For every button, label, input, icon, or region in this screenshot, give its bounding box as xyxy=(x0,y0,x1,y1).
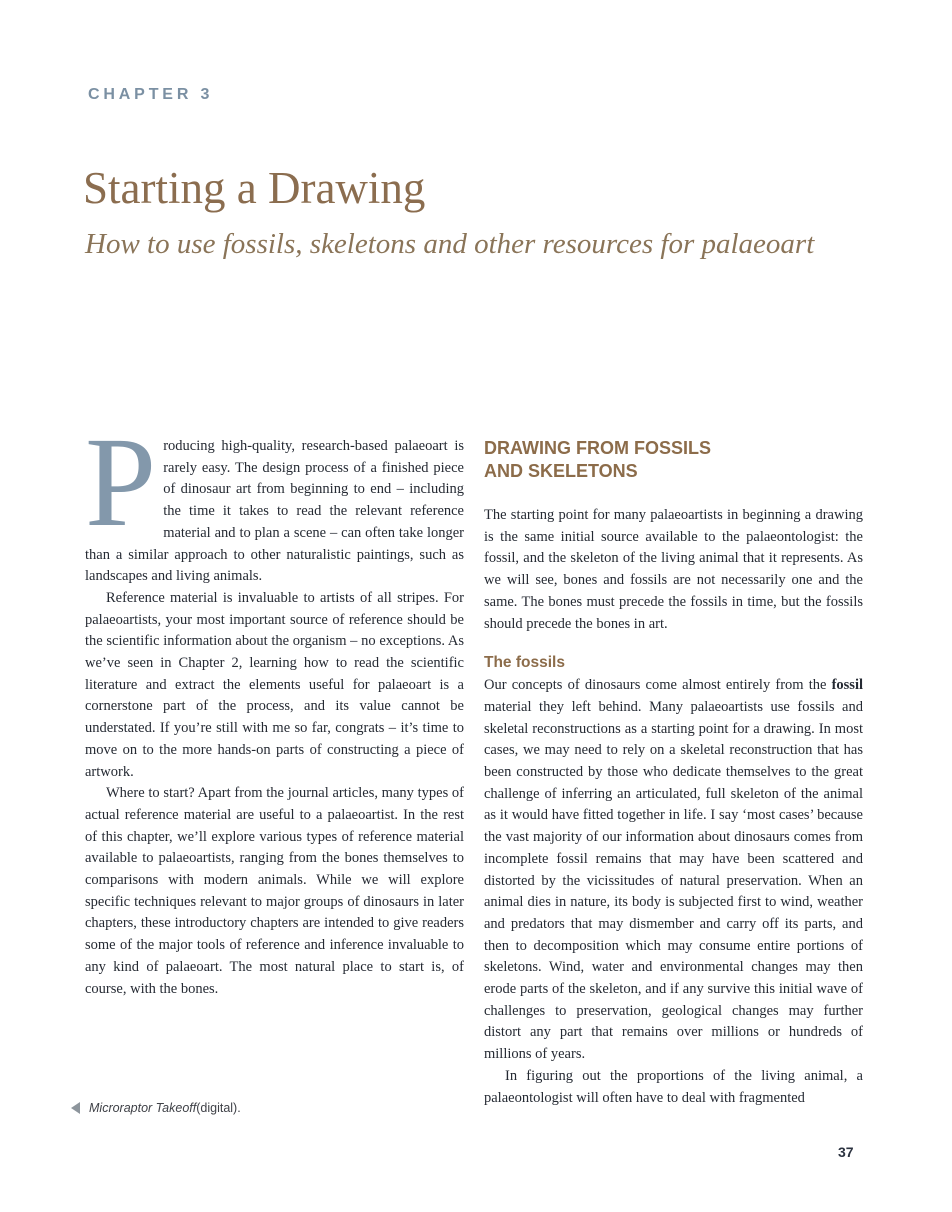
caption-artwork-title: Microraptor Takeoff xyxy=(89,1101,197,1115)
paragraph-our-concepts-after: material they left behind. Many palaeoartists use fossils and skeletal reconstructions as a starting point for a drawing. In most cases, we may need to rely on a skeletal reconstruction that has been constructed by those who dedicate themselves to the great challenge of inferring an articulated, full skeleton of the animal as it would have fitted together in life. I say ‘most cases’ because the vast majority of our information about dinosaurs comes from incomplete fossil remains that may have been scattered and distorted by the vicissitudes of natural preservation. When an animal dies in nature, its body is subjected first to wind, weather and predators that may dismember and carry off its parts, and then to decomposition which may consume entire portions of skeletons. Wind, water and environmental changes may then erode parts of the skeleton, and if any survive this initial wave of challenges to preservation, geological changes may further distort any part that remains over millions or hundreds of millions of years. xyxy=(484,698,863,1063)
paragraph-intro xyxy=(85,411,464,588)
right-column xyxy=(484,436,863,1109)
chapter-label: CHAPTER 3 xyxy=(88,86,214,103)
paragraph-intro-text: roducing high-quality, research-based palaeoart is rarely easy. The design process of a finished piece of dinosaur art from beginning to end – including the time it takes to read the relevant reference material and to plan a scene – can often take longer than a similar approach to other naturalistic paintings, such as landscapes and living animals. xyxy=(85,438,464,585)
page-subtitle: How to use fossils, skeletons and other resources for palaeoart xyxy=(85,228,815,260)
left-triangle-icon xyxy=(71,1102,80,1114)
paragraph-reference-material: Reference material is invaluable to artists of all stripes. For palaeoartists, your most important source of reference should be the scientific information about the organism – no exceptions. As we’ve seen in Chapter 2, learning how to read the scientific literature and extract the elements useful for palaeoart is a cornerstone part of the process, and its value cannot be understated. If you’re still with me so far, congrats – it’s time to move on to the more hands-on parts of constructing a piece of artwork. xyxy=(85,589,464,780)
paragraph-our-concepts-before: Our concepts of dinosaurs come almost entirely from the xyxy=(484,677,832,694)
two-column-body xyxy=(85,411,863,1109)
paragraph-our-concepts xyxy=(484,675,863,1066)
figure-caption xyxy=(71,1101,241,1115)
paragraph-where-to-start: Where to start? Apart from the journal articles, many types of actual reference material are useful to a palaeoartist. In the rest of this chapter, we’ll explore various types of reference material available to palaeoartists, ranging from the bones themselves to comparisons with modern animals. While we will explore specific techniques relevant to major groups of dinosaurs in later chapters, these introductory chapters are intended to give readers some of the major tools of reference and inference invaluable to any kind of palaeoart. The most natural place to start is, of course, with the bones. xyxy=(85,785,464,997)
caption-suffix: (digital). xyxy=(196,1101,241,1115)
page-number: 37 xyxy=(838,1144,854,1160)
page-title: Starting a Drawing xyxy=(83,163,426,213)
paragraph-starting-point: The starting point for many palaeoartists in beginning a drawing is the same initial source available to the palaeontologist: the fossil, and the skeleton of the living animal that it represents. As we will see, bones and fossils are not necessarily one and the same. The bones must precede the fossils in time, but the fossils should precede the bones in art. xyxy=(484,507,863,632)
section-heading-line2: AND SKELETONS xyxy=(484,461,638,481)
subsection-heading-the-fossils: The fossils xyxy=(484,654,565,672)
section-heading-drawing-from-fossils xyxy=(484,437,863,483)
left-column xyxy=(85,411,464,1109)
drop-cap: P xyxy=(85,411,157,553)
section-heading-line1: DRAWING FROM FOSSILS xyxy=(484,438,711,458)
paragraph-in-figuring-out: In figuring out the proportions of the living animal, a palaeontologist will often have to deal with fragmented xyxy=(484,1067,863,1106)
bold-term-fossil: fossil xyxy=(831,677,863,694)
